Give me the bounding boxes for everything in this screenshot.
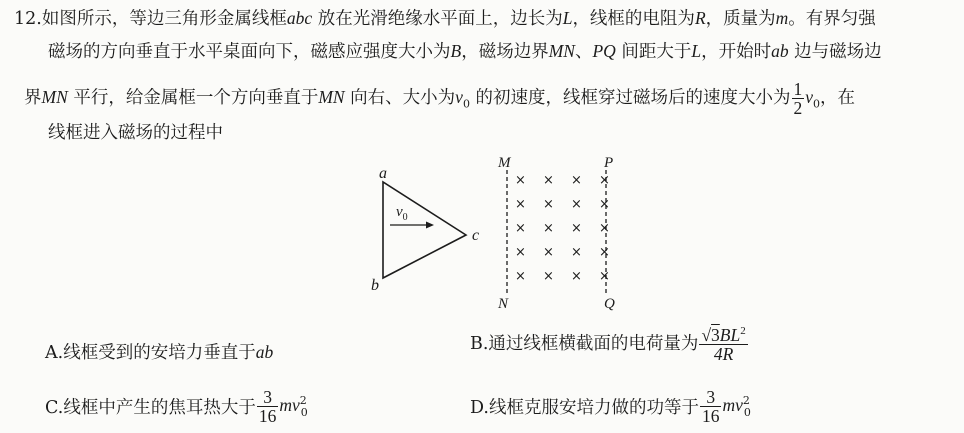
field-cross: ×	[543, 221, 554, 236]
field-cross: ×	[543, 173, 554, 188]
option-c[interactable]: C.线框中产生的焦耳热大于 $\frac{3}{16}$ $mv^2_0$	[45, 387, 308, 426]
question-line-4: 线框进入磁场的过程中	[48, 123, 223, 143]
fraction-charge: $\frac{√3BL^2}{4R}$	[699, 322, 747, 363]
physics-diagram	[360, 150, 640, 315]
field-cross: ×	[599, 245, 610, 260]
label-P: P	[604, 155, 614, 171]
velocity-label: $v_0$	[396, 204, 408, 223]
field-cross: ×	[543, 269, 554, 284]
field-cross: ×	[515, 269, 526, 284]
magnetic-field-marks	[515, 173, 610, 284]
option-d[interactable]: D.线框克服安培力做的功等于 $\frac{3}{16}$ $mv^2_0$	[470, 387, 751, 426]
field-cross: ×	[571, 197, 582, 212]
field-cross: ×	[515, 197, 526, 212]
field-cross: ×	[599, 269, 610, 284]
question-line-3: 界MN 平行，给金属框一个方向垂直于MN 向右、大小为$v_0$ 的初速度，线框穿过磁场后的速度大小为 $\frac{1}{2}$ $v_0$，在	[24, 79, 856, 118]
vertex-a-label: a	[379, 165, 387, 182]
field-cross: ×	[515, 245, 526, 260]
field-cross: ×	[571, 173, 582, 188]
question-line-2: 磁场的方向垂直于水平桌面向下，磁感应强度大小为B，磁场边界MN、PQ 间距大于L，开始时ab 边与磁场边	[48, 41, 882, 62]
label-N: N	[498, 296, 509, 312]
question-line-1: 12.如图所示，等边三角形金属线框abc 放在光滑绝缘水平面上，边长为L，线框的电阻为R，质量为m。有界匀强	[14, 8, 876, 29]
fraction-3-16-d: $\frac{3}{16}$	[701, 387, 720, 426]
option-a[interactable]: A.线框受到的安培力垂直于ab	[45, 342, 274, 363]
field-cross: ×	[599, 197, 610, 212]
field-cross: ×	[515, 221, 526, 236]
label-Q: Q	[604, 296, 615, 312]
fraction-one-half: $\frac{1}{2}$	[793, 79, 803, 118]
fraction-3-16-c: $\frac{3}{16}$	[258, 387, 277, 426]
field-cross: ×	[599, 221, 610, 236]
sqrt-sign: √	[701, 324, 712, 345]
field-cross: ×	[515, 173, 526, 188]
field-cross: ×	[571, 245, 582, 260]
question-number: 12.	[14, 9, 42, 29]
field-cross: ×	[599, 173, 610, 188]
field-cross: ×	[543, 197, 554, 212]
field-cross: ×	[571, 221, 582, 236]
velocity-arrowhead	[426, 222, 434, 229]
field-cross: ×	[543, 245, 554, 260]
vertex-c-label: c	[472, 227, 480, 244]
label-M: M	[498, 155, 511, 171]
option-b[interactable]: B.通过线框横截面的电荷量为 $\frac{√3BL^2}{4R}$	[470, 322, 749, 363]
vertex-b-label: b	[371, 277, 379, 294]
triangle-frame	[383, 182, 466, 278]
field-cross: ×	[571, 269, 582, 284]
